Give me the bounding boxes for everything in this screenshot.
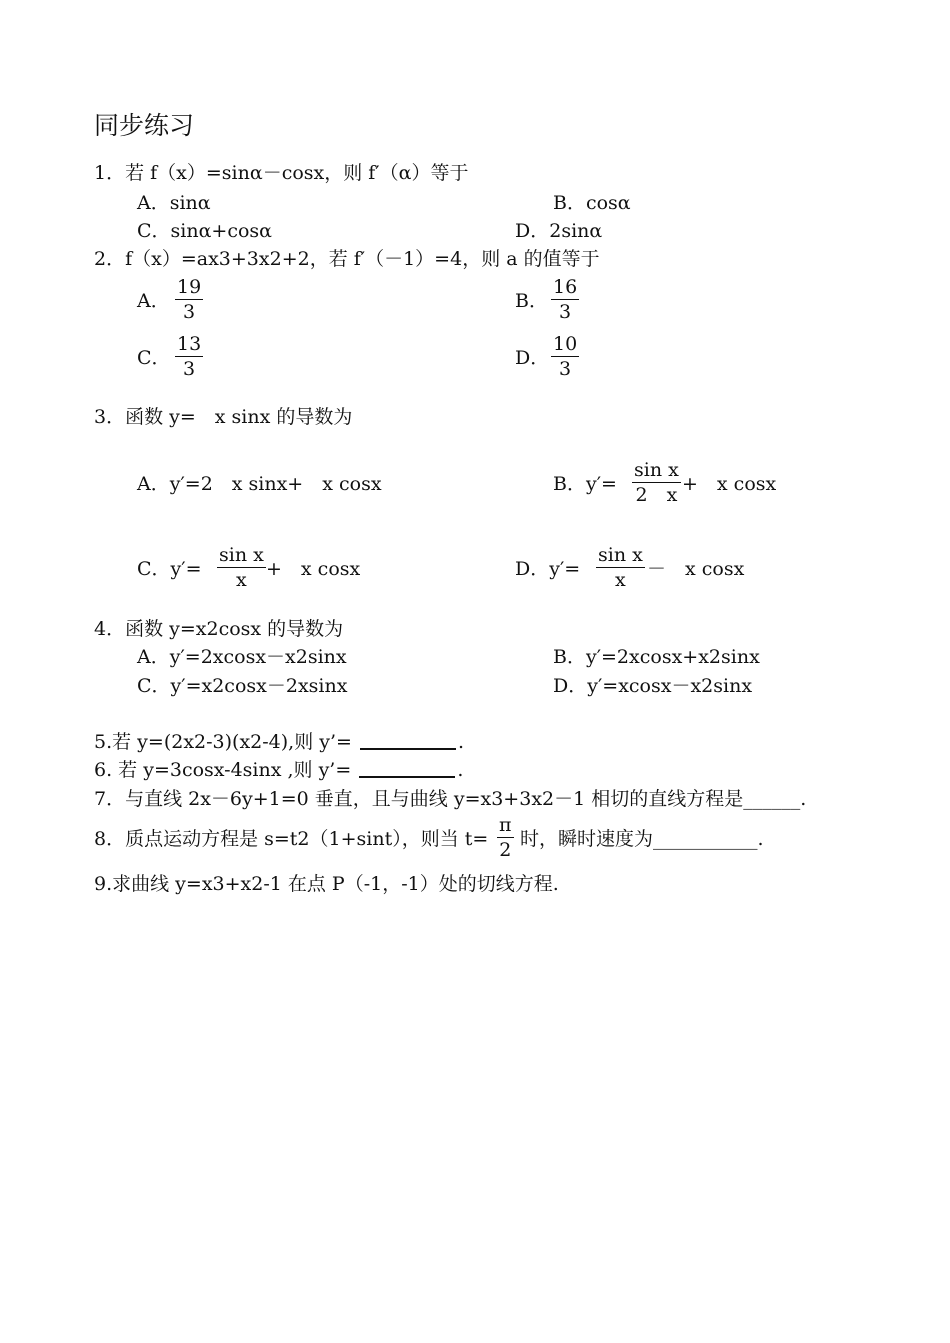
q4-option-c: C．y′=x2cosx－2xsinx [137,675,348,697]
q4-option-a: A．y′=2xcosx－x2sinx [137,646,347,668]
q4-option-b: B．y′=2xcosx+x2sinx [553,646,760,668]
q8-fraction [497,813,514,862]
q3-option-b-fraction [632,458,681,507]
q1-option-d: D．2sinα [515,220,603,242]
q6-end: . [457,759,464,781]
q5-end: . [458,731,465,753]
q8-numerator: π [499,814,512,836]
q2-c-denominator: 3 [183,358,196,380]
q3-option-b-tail: + x cosx [682,473,777,495]
q6-stem: 6. 若 y=3cosx-4sinx ,则 y’= [94,759,352,781]
q6-answer-blank[interactable] [359,760,455,778]
q3-c-denominator: x [236,569,247,591]
q1-option-b: B．cosα [553,192,631,214]
q8-post: 时，瞬时速度为___________. [520,828,764,850]
q7-text: 7．与直线 2x－6y+1=0 垂直，且与曲线 y=x3+3x2－1 相切的直线方程是______. [94,788,807,810]
q2-option-b-fraction [551,275,579,324]
q2-d-denominator: 3 [559,358,572,380]
q3-option-c-fraction [217,543,266,592]
q2-b-numerator: 16 [553,276,578,298]
q1-option-a: A．sinα [137,192,211,214]
q8-denominator: 2 [499,839,512,861]
q2-a-numerator: 19 [177,276,202,298]
q4-option-d: D．y′=xcosx－x2sinx [553,675,753,697]
q5-answer-blank[interactable] [360,732,456,750]
q1-stem: 1．若 f（x）=sinα－cosx，则 f′（α）等于 [94,162,469,184]
page-title: 同步练习 [94,111,195,140]
q3-b-denominator: 2 x [635,484,678,506]
q5-stem: 5.若 y=(2x2-3)(x2-4),则 y’= [94,731,352,753]
q2-option-c-label: C． [137,347,171,369]
q3-d-numerator: sin x [598,544,643,566]
q3-b-numerator: sin x [634,459,679,481]
q9-text: 9.求曲线 y=x3+x2-1 在点 P（-1，-1）处的切线方程. [94,873,559,895]
q2-c-numerator: 13 [177,333,202,355]
q6-text [94,758,463,782]
q2-b-denominator: 3 [559,301,572,323]
q3-option-a: A．y′=2 x sinx+ x cosx [137,473,382,495]
q2-stem: 2．f（x）=ax3+3x2+2，若 f′（－1）=4，则 a 的值等于 [94,248,600,270]
q4-stem: 4．函数 y=x2cosx 的导数为 [94,618,344,640]
q3-option-b-label: B．y′= [553,473,617,495]
q3-option-d-tail: － x cosx [647,558,745,580]
q2-a-denominator: 3 [183,301,196,323]
q3-d-denominator: x [615,569,626,591]
q8-pre: 8．质点运动方程是 s=t2（1+sint），则当 t= [94,828,489,850]
q3-c-numerator: sin x [219,544,264,566]
q3-option-c-tail: + x cosx [266,558,361,580]
q3-option-d-fraction [596,543,645,592]
q1-option-c: C．sinα+cosα [137,220,273,242]
q3-stem: 3．函数 y= x sinx 的导数为 [94,406,353,428]
q2-option-d-fraction [551,332,579,381]
q2-option-d-label: D． [515,347,550,369]
q2-d-numerator: 10 [553,333,578,355]
q2-option-a-label: A． [137,290,170,312]
q2-option-a-fraction [175,275,203,324]
q3-option-c-label: C．y′= [137,558,202,580]
q2-option-c-fraction [175,332,203,381]
q5-text [94,730,464,754]
q3-option-d-label: D．y′= [515,558,581,580]
q2-option-b-label: B． [515,290,548,312]
